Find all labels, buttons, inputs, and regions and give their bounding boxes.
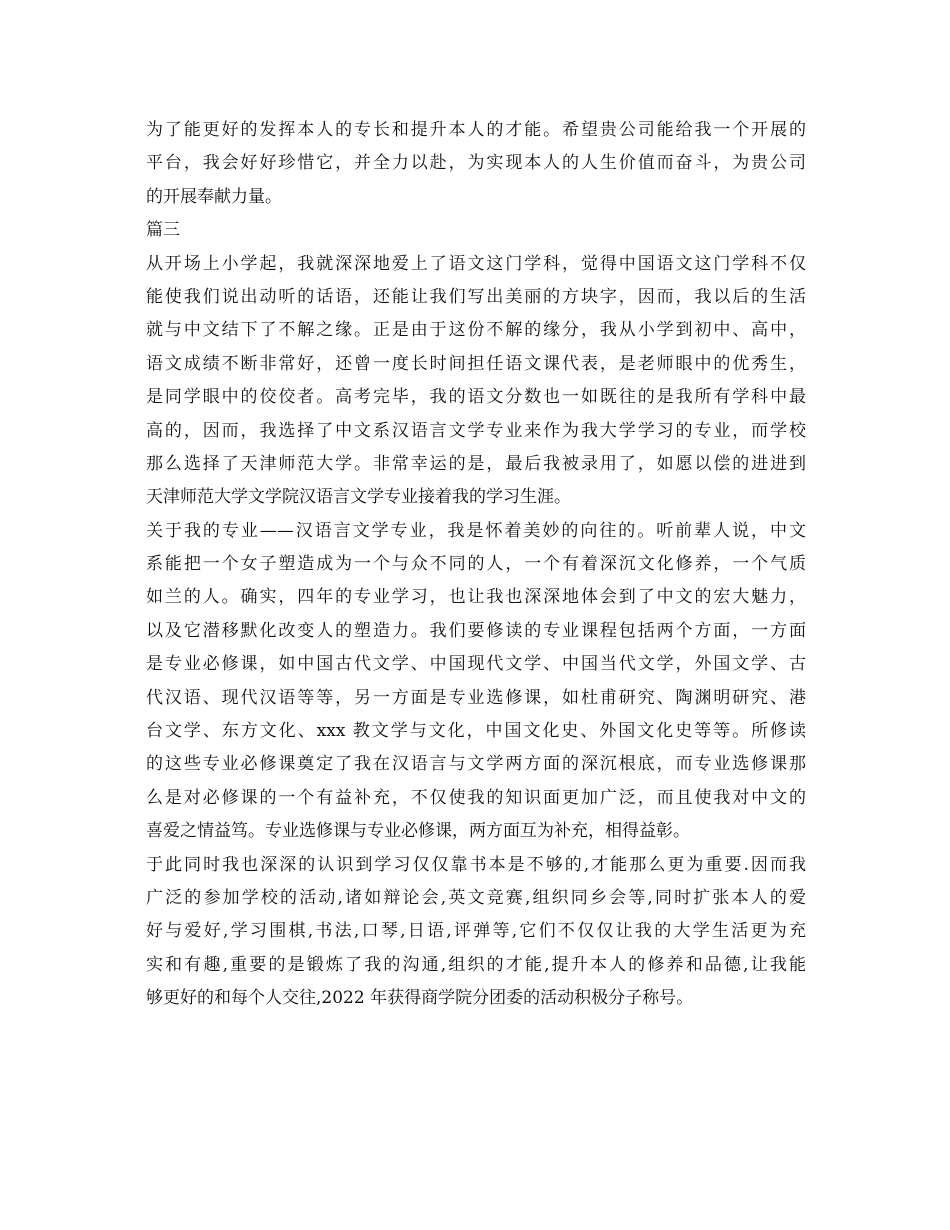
text-line: 系能把一个女子塑造成为一个与众不同的人，一个有着深沉文化修养，一个气质 (146, 554, 806, 575)
text-line: 是专业必修课，如中国古代文学、中国现代文学、中国当代文学，外国文学、古 (146, 654, 806, 675)
text-line: 好与爱好,学习围棋,书法,口琴,日语,评弹等,它们不仅仅让我的大学生活更为充 (146, 921, 806, 942)
text-line: 台文学、东方文化、xxx 教文学与文化，中国文化史、外国文化史等等。所修读 (146, 721, 806, 742)
text-line: 语文成绩不断非常好，还曾一度长时间担任语文课代表，是老师眼中的优秀生， (146, 353, 806, 374)
text-line: 是同学眼中的佼佼者。高考完毕，我的语文分数也一如既往的是我所有学科中最 (146, 387, 806, 408)
text-line: 篇三 (146, 220, 180, 241)
text-line: 的开展奉献力量。 (146, 186, 282, 207)
text-line: 喜爱之情益笃。专业选修课与专业必修课，两方面互为补充，相得益彰。 (146, 821, 690, 842)
text-line: 从开场上小学起，我就深深地爱上了语文这门学科，觉得中国语文这门学科不仅 (146, 253, 806, 274)
text-line: 代汉语、现代汉语等等，另一方面是专业选修课，如杜甫研究、陶渊明研究、港 (146, 687, 806, 708)
text-line: 平台，我会好好珍惜它，并全力以赴，为实现本人的人生价值而奋斗，为贵公司 (146, 153, 806, 174)
text-line: 的这些专业必修课奠定了我在汉语言与文学两方面的深沉根底，而专业选修课那 (146, 754, 806, 775)
text-line: 高的，因而，我选择了中文系汉语言文学专业来作为我大学学习的专业，而学校 (146, 420, 806, 441)
text-line: 够更好的和每个人交往,2022 年获得商学院分团委的活动积极分子称号。 (146, 988, 694, 1009)
text-line: 就与中文结下了不解之缘。正是由于这份不解的缘分，我从小学到初中、高中， (146, 320, 806, 341)
text-line: 天津师范大学文学院汉语言文学专业接着我的学习生涯。 (146, 487, 571, 508)
text-line: 那么选择了天津师范大学。非常幸运的是，最后我被录用了，如愿以偿的进进到 (146, 453, 806, 474)
text-line: 能使我们说出动听的话语，还能让我们写出美丽的方块字，因而，我以后的生活 (146, 286, 806, 307)
text-line: 关于我的专业——汉语言文学专业，我是怀着美妙的向往的。听前辈人说，中文 (146, 520, 806, 541)
body-text (146, 114, 806, 1016)
text-line: 于此同时我也深深的认识到学习仅仅靠书本是不够的,才能那么更为重要.因而我 (146, 854, 806, 875)
text-line: 广泛的参加学校的活动,诸如辩论会,英文竞赛,组织同乡会等,同时扩张本人的爱 (146, 887, 806, 908)
text-line: 为了能更好的发挥本人的专长和提升本人的才能。希望贵公司能给我一个开展的 (146, 120, 806, 140)
text-line: 如兰的人。确实，四年的专业学习，也让我也深深地体会到了中文的宏大魅力， (146, 587, 806, 608)
text-line: 实和有趣,重要的是锻炼了我的沟通,组织的才能,提升本人的修养和品德,让我能 (146, 954, 806, 975)
text-line: 么是对必修课的一个有益补充，不仅使我的知识面更加广泛，而且使我对中文的 (146, 787, 806, 808)
text-line: 以及它潜移默化改变人的塑造力。我们要修读的专业课程包括两个方面，一方面 (146, 620, 806, 641)
